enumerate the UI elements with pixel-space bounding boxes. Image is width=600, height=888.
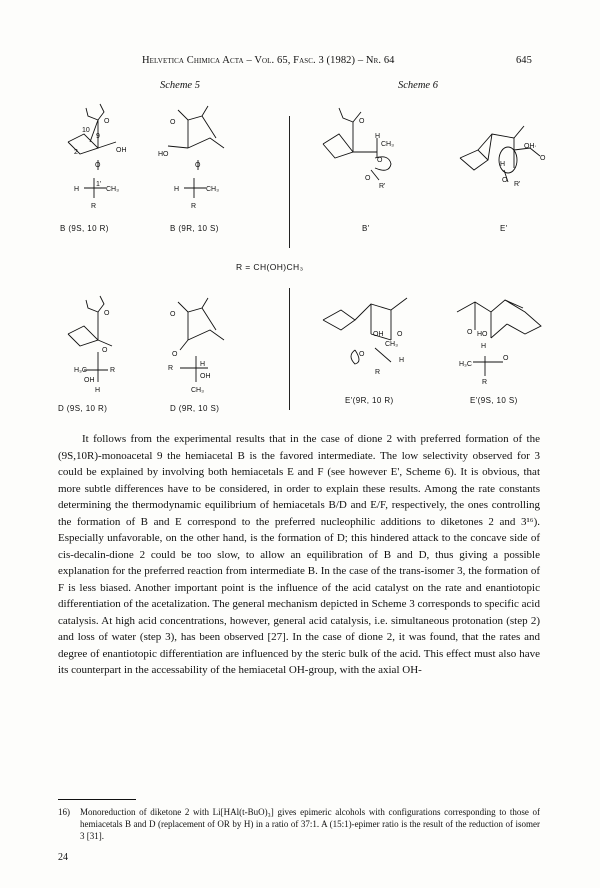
svg-text:O: O: [397, 331, 403, 338]
svg-text:O: O: [195, 162, 201, 169]
svg-text:O: O: [359, 351, 365, 358]
label-b-prime: B': [362, 224, 370, 233]
svg-text:2: 2: [74, 149, 78, 156]
svg-text:R: R: [110, 367, 116, 374]
footnote-text: Monoreduction of diketone 2 with Li[HAl(t-BuO)₃] gives epimeric alcohols with configurations corresponding to those of hemiacetals B and D (replacement of OR by H) in a ratio of 37:1. A (15:1)-epimer ratio is the result of the reduction of isomer 3 [31].: [80, 807, 540, 841]
svg-text:O: O: [377, 157, 383, 164]
svg-text:H: H: [74, 186, 80, 193]
svg-text:CH₃: CH₃: [381, 141, 394, 148]
svg-text:O: O: [502, 177, 508, 184]
svg-text:CH₃: CH₃: [106, 186, 119, 193]
svg-text:R: R: [482, 379, 488, 386]
body-paragraph: It follows from the experimental results that in the case of dione 2 with preferred formation of the (9S,10R)-monoacetal 9 the hemiacetal B is the favored intermediate. The low selectivity observed for 3 could be explained by involving both hemiacetals E and F (see however E', Scheme 6). It is obvious, that more subtle differences have to be considered, in order to explain these results. Among the rate constants determining the thermodynamic equilibrium of hemiacetals B/D and E/F, respectively, the ones controlling the formation of B and E correspond to the preferred nucleophilic additions to diketones 2 and 3¹⁶). Especially unfavorable, on the other hand, is the formation of D; this hindered attack to the concave side of cis-decalin-dione 2 could be too slow, to allow an equilibration of B and D, thus giving a possible explanation for the preferred reaction from intermediate B. In the case of the trans-isomer 3, the formation of F is less biased. Another important point is the influence of the acid catalyst on the rate and enantiotopic differentiation of the acetalization. The general mechanism depicted in Scheme 3 corresponds to specific acid catalysis. At high acid concentrations, however, general acid catalysis, i.e. simultaneous protonation (step 2) and loss of water (step 3), has been observed [27]. In the case of dione 2, it was found, that the rates and degree of enantiotopic differentiation are influenced by the steric bulk of the acid. This effect must also have its counterpart in the accessability of the hemiacetal OH-group, with the axial OH-: [58, 433, 540, 676]
structure-d-9s10r: [58, 290, 138, 400]
footnote-mark: 16): [58, 807, 70, 817]
scheme-divider-bottom: [289, 288, 290, 410]
structure-b-prime: [315, 98, 415, 208]
svg-text:O: O: [95, 162, 101, 169]
svg-text:R: R: [191, 203, 197, 210]
svg-text:O: O: [503, 355, 509, 362]
svg-text:H: H: [375, 133, 381, 140]
label-e-prime-9r10r: E'(9R, 10 R): [345, 396, 394, 405]
label-e-prime: E': [500, 224, 508, 233]
svg-text:1': 1': [96, 181, 102, 188]
svg-text:R: R: [168, 365, 174, 372]
svg-text:CH₃: CH₃: [191, 387, 204, 394]
svg-text:H₃C: H₃C: [74, 367, 87, 374]
running-header: Helvetica Chimica Acta – Vol. 65, Fasc. 3 (1982) – Nr. 64: [142, 55, 395, 66]
svg-text:O: O: [172, 351, 178, 358]
svg-text:H: H: [500, 161, 506, 168]
svg-text:OH: OH: [200, 373, 211, 380]
svg-text:OH: OH: [84, 377, 95, 384]
svg-text:O: O: [359, 118, 365, 125]
svg-text:H: H: [481, 343, 487, 350]
svg-text:O: O: [467, 329, 473, 336]
structure-d-9r10s: [158, 290, 238, 400]
svg-text:H: H: [174, 186, 180, 193]
svg-text:O: O: [102, 347, 108, 354]
svg-text:9: 9: [96, 133, 100, 140]
svg-text:HO: HO: [477, 331, 488, 338]
footnote-rule: [58, 799, 136, 800]
svg-text:O: O: [365, 175, 371, 182]
scheme-6-title: Scheme 6: [398, 80, 438, 91]
svg-text:CH₃: CH₃: [206, 186, 219, 193]
label-d-9s10r: D (9S, 10 R): [58, 404, 108, 413]
r-group-definition: R = CH(OH)CH₃: [236, 262, 304, 272]
svg-text:R': R': [379, 183, 386, 190]
signature-mark: 24: [58, 852, 68, 863]
svg-text:CH₃: CH₃: [385, 341, 398, 348]
svg-text:H: H: [95, 387, 101, 394]
svg-text:10: 10: [82, 127, 90, 134]
svg-text:R': R': [514, 181, 521, 188]
label-b-9r10s: B (9R, 10 S): [170, 224, 219, 233]
svg-text:OH: OH: [116, 147, 127, 154]
structure-e-prime: [452, 98, 552, 208]
svg-text:H: H: [200, 361, 206, 368]
scheme-5-title: Scheme 5: [160, 80, 200, 91]
svg-text:O: O: [104, 310, 110, 317]
svg-text:H: H: [399, 357, 405, 364]
svg-text:OH: OH: [373, 331, 384, 338]
label-b-9s10r: B (9S, 10 R): [60, 224, 109, 233]
scheme-divider-top: [289, 116, 290, 248]
structure-e-prime-9s10s: [445, 290, 555, 390]
svg-text:R: R: [91, 203, 97, 210]
svg-text:HO: HO: [158, 151, 169, 158]
label-e-prime-9s10s: E'(9S, 10 S): [470, 396, 518, 405]
structure-b-9s10r: [58, 98, 138, 218]
svg-text:R: R: [375, 369, 381, 376]
svg-text:OH·: OH·: [524, 143, 537, 150]
svg-text:O: O: [104, 118, 110, 125]
structure-b-9r10s: [158, 98, 238, 218]
svg-text:O: O: [170, 119, 176, 126]
svg-text:O: O: [170, 311, 176, 318]
label-d-9r10s: D (9R, 10 S): [170, 404, 220, 413]
footnote: [58, 806, 540, 842]
structure-e-prime-9r10r: [315, 290, 425, 390]
svg-text:O: O: [540, 155, 546, 162]
page-number: 645: [515, 55, 532, 66]
svg-text:H₃C: H₃C: [459, 361, 472, 368]
